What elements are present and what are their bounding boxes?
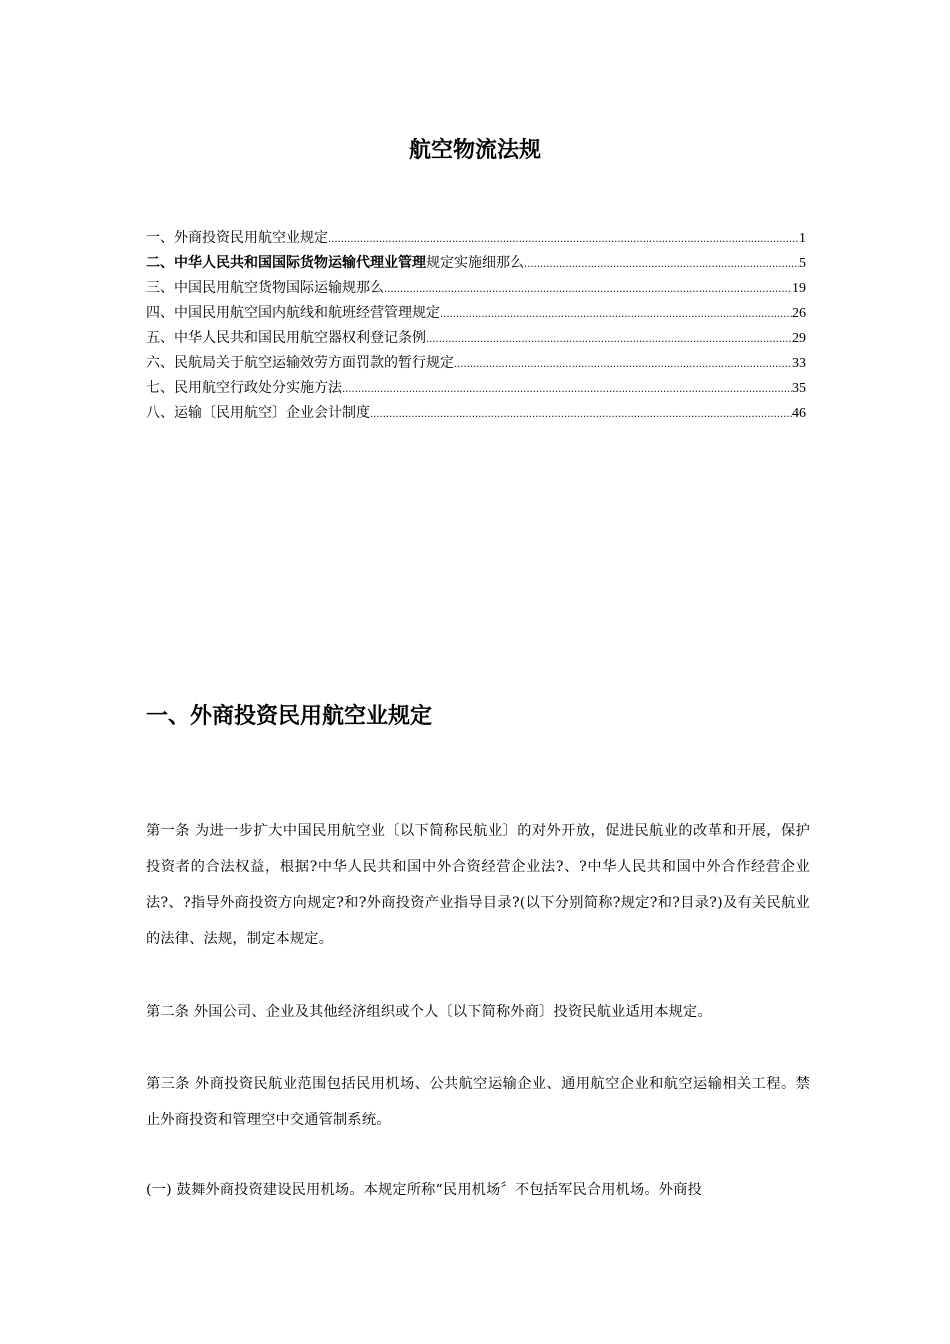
toc-leader-dots xyxy=(440,302,792,327)
toc-leader-dots xyxy=(328,227,799,252)
toc-entry-label: 二、中华人民共和国国际货物运输代理业管理规定实施细那么 xyxy=(146,255,524,271)
toc-entry[interactable] xyxy=(146,351,806,376)
toc-entry[interactable] xyxy=(146,301,806,326)
toc-page-number: 46 xyxy=(792,406,806,421)
toc-page-number: 29 xyxy=(792,331,806,346)
toc-leader-dots xyxy=(426,327,792,352)
toc-entry[interactable] xyxy=(146,326,806,351)
article-paragraph: 第三条 外商投资民航业范围包括民用机场、公共航空运输企业、通用航空企业和航空运输相关工程。禁止外商投资和管理空中交通管制系统。 xyxy=(146,1076,810,1128)
article-paragraph: 第一条 为进一步扩大中国民用航空业〔以下简称民航业〕的对外开放，促进民航业的改革和开展，保护投资者的合法权益，根据?中华人民共和国中外合资经营企业法?、?中华人民共和国中外合作经营企业法?、?指导外商投资方向规定?和?外商投资产业指导目录?(以下分别简称?规定?和?目录?)及有关民航业的法律、法规，制定本规定。 xyxy=(146,823,810,947)
toc-entry[interactable] xyxy=(146,376,806,401)
article-paragraph: 第二条 外国公司、企业及其他经济组织或个人〔以下简称外商〕投资民航业适用本规定。 xyxy=(146,1004,712,1020)
toc-entry[interactable] xyxy=(146,226,806,251)
toc-leader-dots xyxy=(342,377,792,402)
toc-page-number: 19 xyxy=(792,281,806,296)
toc-page-number: 5 xyxy=(799,256,806,271)
toc-entry-label: 一、外商投资民用航空业规定 xyxy=(146,230,328,246)
document-title: 航空物流法规 xyxy=(408,138,541,163)
toc-page-number: 35 xyxy=(792,381,806,396)
toc-entry-label: 六、民航局关于航空运输效劳方面罚款的暂行规定 xyxy=(146,355,454,371)
toc-page-number: 1 xyxy=(799,231,806,246)
toc-page-number: 26 xyxy=(792,306,806,321)
toc-entry-label: 三、中国民用航空货物国际运输规那么 xyxy=(146,280,384,296)
table-of-contents xyxy=(146,226,806,426)
toc-entry-label: 四、中国民用航空国内航线和航班经营管理规定 xyxy=(146,305,440,321)
article-paragraph: (一) 鼓舞外商投资建设民用机场。本规定所称“民用机场〞不包括军民合用机场。外商投 xyxy=(146,1182,702,1198)
toc-leader-dots xyxy=(524,252,799,277)
toc-page-number: 33 xyxy=(792,356,806,371)
toc-entry[interactable] xyxy=(146,251,806,276)
toc-entry-label: 五、中华人民共和国民用航空器权利登记条例 xyxy=(146,330,426,346)
toc-leader-dots xyxy=(454,352,792,377)
toc-entry-label: 八、运输〔民用航空〕企业会计制度 xyxy=(146,405,370,421)
section-heading: 一、外商投资民用航空业规定 xyxy=(146,704,433,729)
toc-leader-dots xyxy=(370,402,792,427)
toc-leader-dots xyxy=(384,277,792,302)
toc-entry-label: 七、民用航空行政处分实施方法 xyxy=(146,380,342,396)
toc-entry[interactable] xyxy=(146,401,806,426)
toc-entry[interactable] xyxy=(146,276,806,301)
